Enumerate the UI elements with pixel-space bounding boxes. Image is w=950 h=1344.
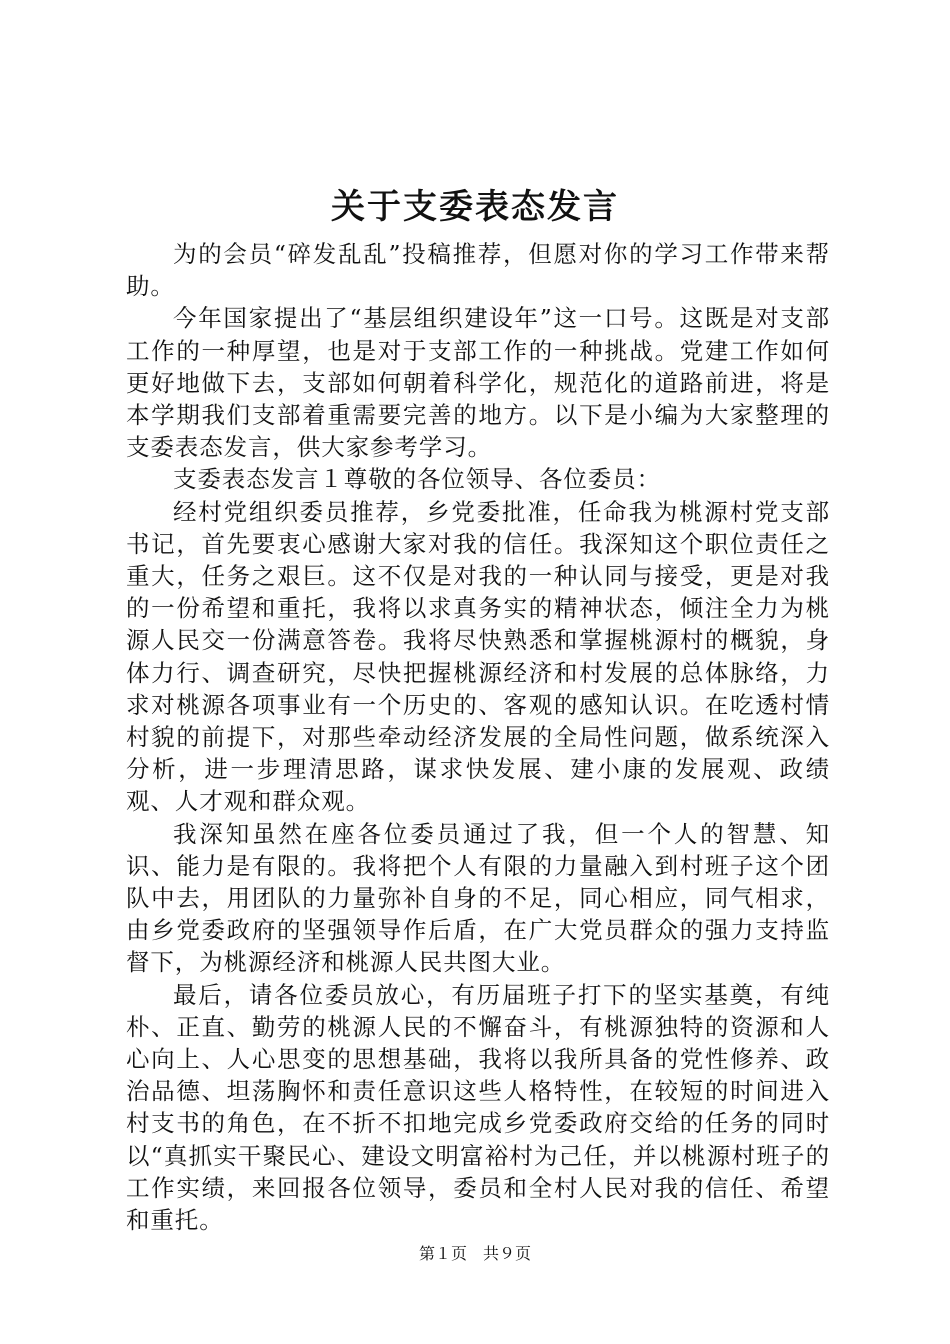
document-body <box>126 238 830 1236</box>
paragraph-teamwork: 我深知虽然在座各位委员通过了我，但一个人的智慧、知识、能力是有限的。我将把个人有限的力量融入到村班子这个团队中去，用团队的力量弥补自身的不足，同心相应，同气相求，由乡党委政府的坚强领导作后盾，在广大党员群众的强力支持监督下，为桃源经济和桃源人民共图大业。 <box>126 819 830 977</box>
paragraph-background: 今年国家提出了“基层组织建设年”这一口号。这既是对支部工作的一种厚望，也是对于支部工作的一种挑战。党建工作如何更好地做下去，支部如何朝着科学化，规范化的道路前进，将是本学期我们支部着重需要完善的地方。以下是小编为大家整理的支委表态发言，供大家参考学习。 <box>126 304 830 462</box>
page-number-footer: 第１页 共９页 <box>418 1244 531 1263</box>
paragraph-speech-heading: 支委表态发言１尊敬的各位领导、各位委员： <box>173 465 661 494</box>
paragraph-conclusion: 最后，请各位委员放心，有历届班子打下的坚实基奠，有纯朴、正直、勤劳的桃源人民的不懈奋斗，有桃源独特的资源和人心向上、人心思变的思想基础，我将以我所具备的党性修养、政治品德、坦荡胸怀和责任意识这些人格特性，在较短的时间进入村支书的角色，在不折不扣地完成乡党委政府交给的任务的同时以“真抓实干聚民心、建设文明富裕村为己任，并以桃源村班子的工作实绩，来回报各位领导，委员和全村人民对我的信任、希望和重托。 <box>126 980 830 1235</box>
paragraph-appointment: 经村党组织委员推荐，乡党委批准，任命我为桃源村党支部书记，首先要衷心感谢大家对我的信任。我深知这个职位责任之重大，任务之艰巨。这不仅是对我的一种认同与接受，更是对我的一份希望和重托，我将以求真务实的精神状态，倾注全力为桃源人民交一份满意答卷。我将尽快熟悉和掌握桃源村的概貌，身体力行、调查研究，尽快把握桃源经济和村发展的总体脉络，力求对桃源各项事业有一个历史的、客观的感知认识。在吃透村情村貌的前提下，对那些牵动经济发展的全局性问题，做系统深入分析，进一步理清思路，谋求快发展、建小康的发展观、政绩观、人才观和群众观。 <box>126 497 830 816</box>
document-title: 关于支委表态发言 <box>331 187 619 227</box>
paragraph-intro: 为的会员“碎发乱乱”投稿推荐，但愿对你的学习工作带来帮助。 <box>126 240 830 301</box>
